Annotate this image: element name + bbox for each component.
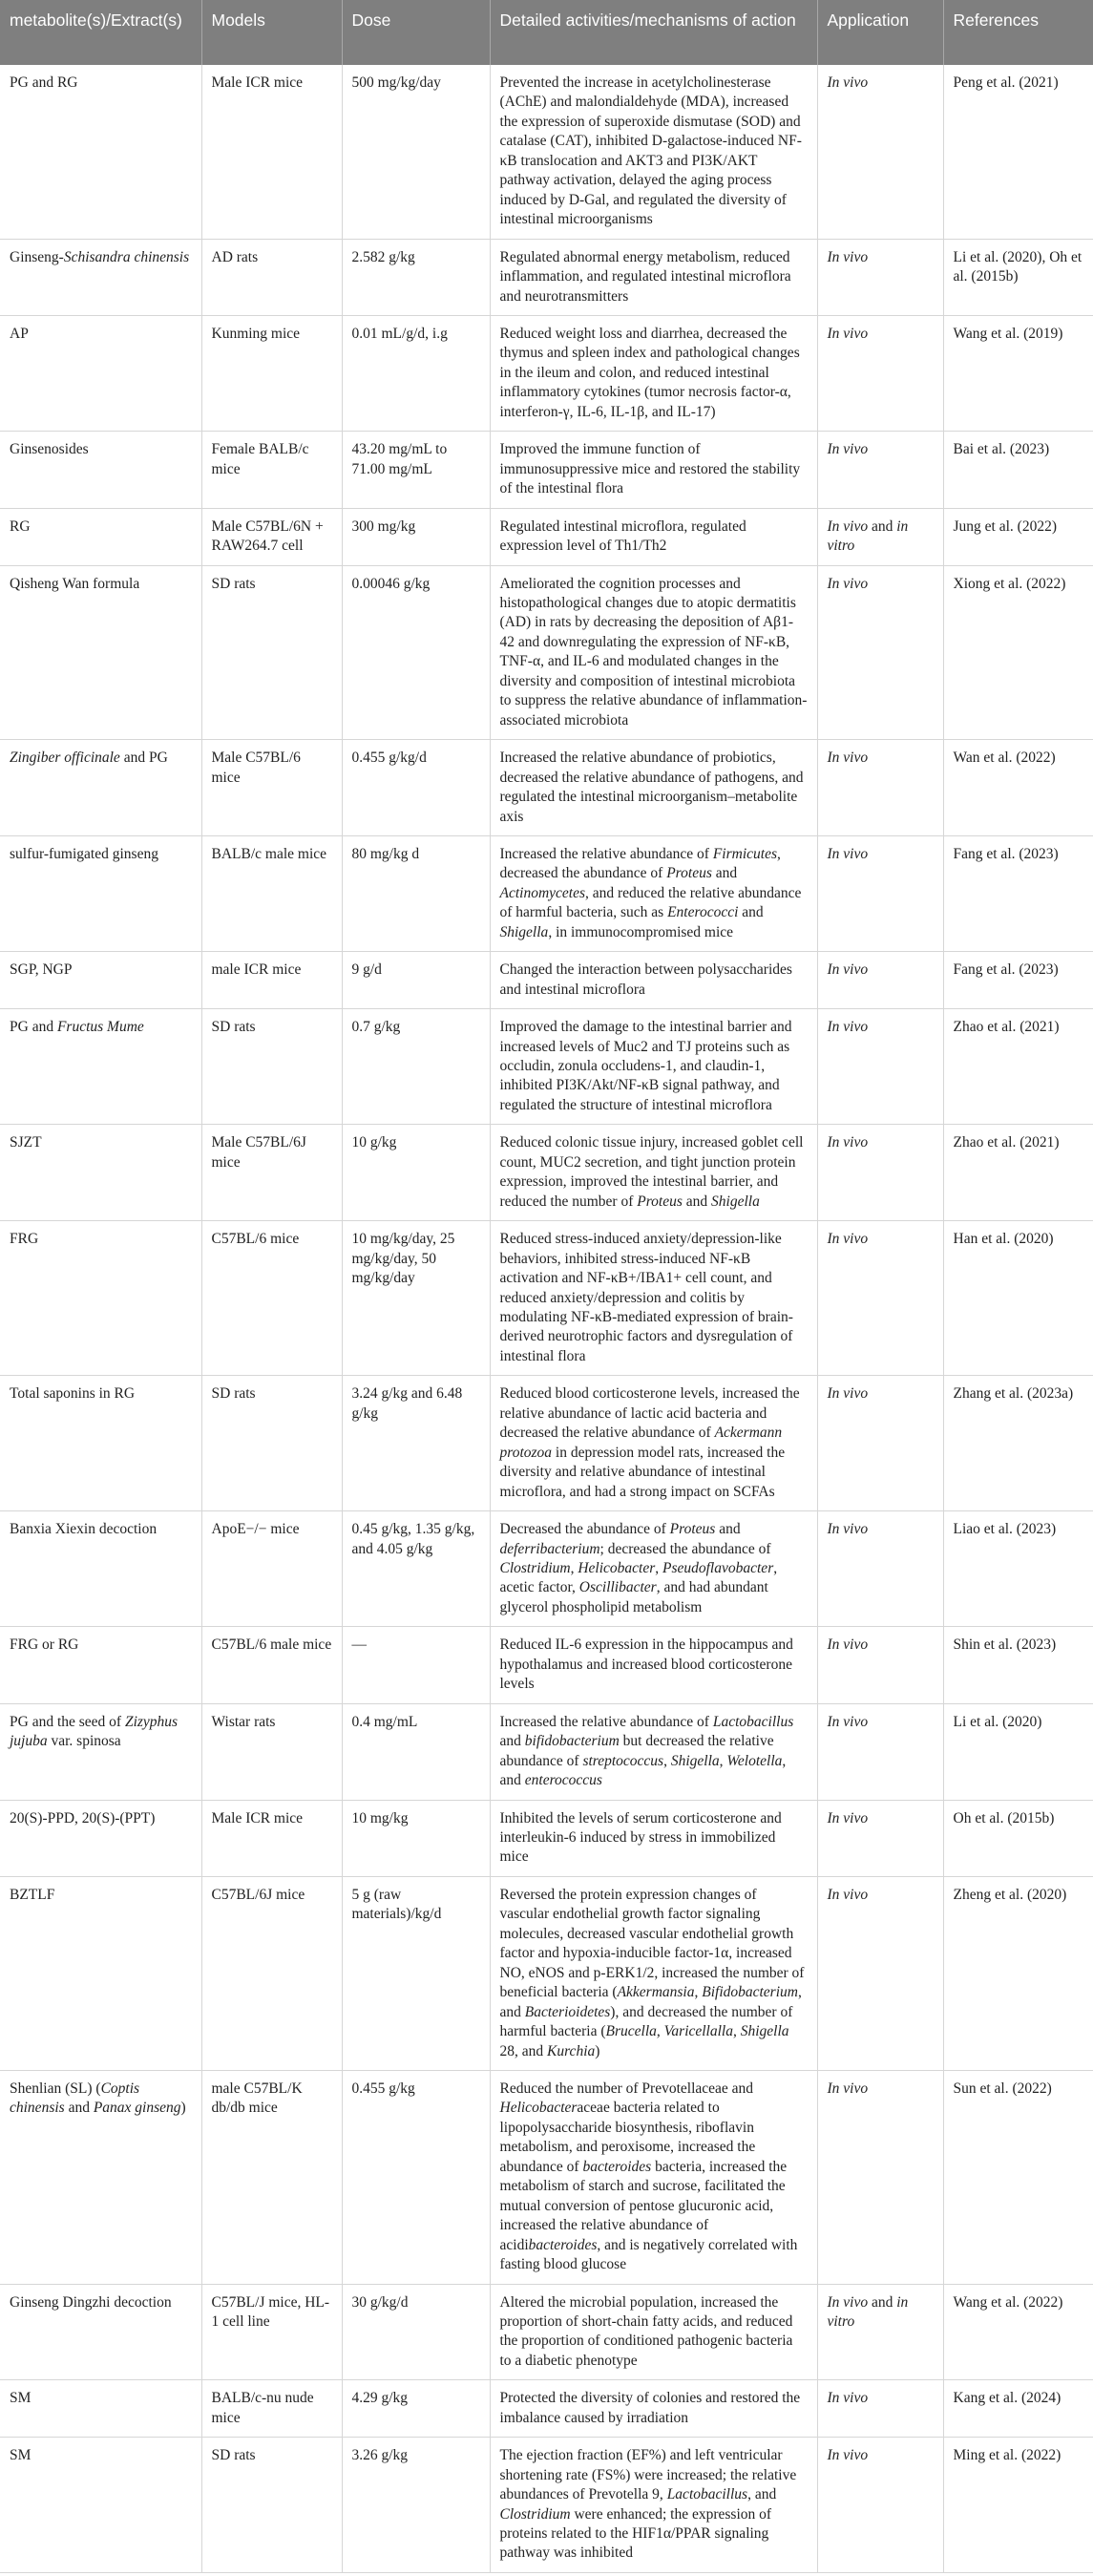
cell-application: In vivo bbox=[817, 1876, 943, 2070]
table-body bbox=[0, 65, 1093, 2572]
table-row bbox=[0, 2380, 1093, 2438]
cell-reference: Jung et al. (2022) bbox=[943, 508, 1093, 565]
cell-application: In vivo bbox=[817, 1800, 943, 1876]
cell-application: In vivo bbox=[817, 239, 943, 315]
cell-model: BALB/c-nu nude mice bbox=[201, 2380, 342, 2438]
cell-model: male ICR mice bbox=[201, 952, 342, 1009]
cell-reference: Li et al. (2020) bbox=[943, 1703, 1093, 1800]
cell-application: In vivo bbox=[817, 1703, 943, 1800]
cell-application: In vivo bbox=[817, 65, 943, 239]
cell-application: In vivo bbox=[817, 952, 943, 1009]
table-row bbox=[0, 1376, 1093, 1511]
cell-dose: 0.455 g/kg bbox=[342, 2070, 490, 2284]
cell-model: Kunming mice bbox=[201, 315, 342, 431]
cell-model: C57BL/6J mice bbox=[201, 1876, 342, 2070]
table-row bbox=[0, 952, 1093, 1009]
table-row bbox=[0, 740, 1093, 836]
cell-application: In vivo bbox=[817, 1009, 943, 1125]
cell-reference: Bai et al. (2023) bbox=[943, 432, 1093, 508]
cell-dose: 500 mg/kg/day bbox=[342, 65, 490, 239]
cell-dose: 0.7 g/kg bbox=[342, 1009, 490, 1125]
table-row bbox=[0, 1800, 1093, 1876]
cell-model: BALB/c male mice bbox=[201, 835, 342, 951]
cell-extract: PG and RG bbox=[0, 65, 201, 239]
cell-reference: Zhao et al. (2021) bbox=[943, 1009, 1093, 1125]
cell-reference: Fang et al. (2023) bbox=[943, 952, 1093, 1009]
cell-reference: Shin et al. (2023) bbox=[943, 1627, 1093, 1703]
table-row bbox=[0, 2438, 1093, 2573]
cell-application: In vivo bbox=[817, 1221, 943, 1376]
cell-application: In vivo bbox=[817, 1125, 943, 1221]
cell-application: In vivo bbox=[817, 1511, 943, 1627]
header-mechanism: Detailed activities/mechanisms of action bbox=[490, 0, 817, 65]
cell-application: In vivo bbox=[817, 315, 943, 431]
cell-reference: Liao et al. (2023) bbox=[943, 1511, 1093, 1627]
cell-dose: 5 g (raw materials)/kg/d bbox=[342, 1876, 490, 2070]
cell-model: Male ICR mice bbox=[201, 1800, 342, 1876]
table-row bbox=[0, 1009, 1093, 1125]
cell-mechanism: The ejection fraction (EF%) and left ventricular shortening rate (FS%) were increased; the relative abundances of Prevotella 9, Lactobacillus, and Clostridium were enhanced; the expression of proteins related to the HIF1α/PPAR signaling pathway was inhibited bbox=[490, 2438, 817, 2573]
cell-model: ApoE−/− mice bbox=[201, 1511, 342, 1627]
cell-model: Male C57BL/6 mice bbox=[201, 740, 342, 836]
table-row bbox=[0, 1703, 1093, 1800]
cell-reference: Oh et al. (2015b) bbox=[943, 1800, 1093, 1876]
cell-mechanism: Prevented the increase in acetylcholinesterase (AChE) and malondialdehyde (MDA), increased the expression of superoxide dismutase (SOD) and catalase (CAT), inhibited D-galactose-induced NF-κB translocation and AKT3 and PI3K/AKT pathway activation, delayed the aging process induced by D-Gal, and regulated the diversity of intestinal microorganisms bbox=[490, 65, 817, 239]
cell-extract: Shenlian (SL) (Coptis chinensis and Panax ginseng) bbox=[0, 2070, 201, 2284]
header-models: Models bbox=[201, 0, 342, 65]
cell-extract: SGP, NGP bbox=[0, 952, 201, 1009]
cell-reference: Zhao et al. (2021) bbox=[943, 1125, 1093, 1221]
cell-extract: FRG or RG bbox=[0, 1627, 201, 1703]
cell-mechanism: Reduced weight loss and diarrhea, decreased the thymus and spleen index and pathological changes in the ileum and colon, and reduced intestinal inflammatory cytokines (tumor necrosis factor-α, interferon-γ, IL-6, IL-1β, and IL-17) bbox=[490, 315, 817, 431]
cell-dose: 10 mg/kg/day, 25 mg/kg/day, 50 mg/kg/day bbox=[342, 1221, 490, 1376]
cell-application: In vivo bbox=[817, 2380, 943, 2438]
cell-extract: AP bbox=[0, 315, 201, 431]
cell-model: Female BALB/c mice bbox=[201, 432, 342, 508]
cell-application: In vivo bbox=[817, 2438, 943, 2573]
cell-extract: Ginseng Dingzhi decoction bbox=[0, 2284, 201, 2380]
cell-model: C57BL/J mice, HL-1 cell line bbox=[201, 2284, 342, 2380]
cell-reference: Zheng et al. (2020) bbox=[943, 1876, 1093, 2070]
cell-extract: Total saponins in RG bbox=[0, 1376, 201, 1511]
cell-model: Wistar rats bbox=[201, 1703, 342, 1800]
table-row bbox=[0, 508, 1093, 565]
cell-extract: RG bbox=[0, 508, 201, 565]
cell-extract: PG and the seed of Zizyphus jujuba var. spinosa bbox=[0, 1703, 201, 1800]
cell-mechanism: Inhibited the levels of serum corticosterone and interleukin-6 induced by stress in immobilized mice bbox=[490, 1800, 817, 1876]
cell-reference: Wang et al. (2019) bbox=[943, 315, 1093, 431]
cell-extract: SM bbox=[0, 2438, 201, 2573]
cell-reference: Ming et al. (2022) bbox=[943, 2438, 1093, 2573]
table-row bbox=[0, 239, 1093, 315]
cell-dose: 2.582 g/kg bbox=[342, 239, 490, 315]
cell-model: C57BL/6 male mice bbox=[201, 1627, 342, 1703]
cell-mechanism: Reversed the protein expression changes of vascular endothelial growth factor signaling molecules, decreased vascular endothelial growth factor and hypoxia-inducible factor-1α, increased NO, eNOS and p-ERK1/2, increased the number of beneficial bacteria (Akkermansia, Bifidobacterium, and Bacterioidetes), and decreased the number of harmful bacteria (Brucella, Varicellalla, Shigella 28, and Kurchia) bbox=[490, 1876, 817, 2070]
cell-mechanism: Improved the damage to the intestinal barrier and increased levels of Muc2 and TJ proteins such as occludin, zonula occludens-1, and claudin-1, inhibited PI3K/Akt/NF-κB signal pathway, and regulated the structure of intestinal microflora bbox=[490, 1009, 817, 1125]
cell-mechanism: Reduced stress-induced anxiety/depression-like behaviors, inhibited stress-induced NF-κB activation and NF-κB+/IBA1+ cell count, and reduced anxiety/depression and colitis by modulating NF-κB-mediated expression of brain-derived neurotrophic factors and dysregulation of intestinal flora bbox=[490, 1221, 817, 1376]
cell-dose: 3.24 g/kg and 6.48 g/kg bbox=[342, 1376, 490, 1511]
cell-dose: 3.26 g/kg bbox=[342, 2438, 490, 2573]
cell-extract: SM bbox=[0, 2380, 201, 2438]
cell-dose: 10 mg/kg bbox=[342, 1800, 490, 1876]
cell-mechanism: Increased the relative abundance of Firmicutes, decreased the abundance of Proteus and Actinomycetes, and reduced the relative abundance of harmful bacteria, such as Enterococci and Shigella, in immunocompromised mice bbox=[490, 835, 817, 951]
cell-model: C57BL/6 mice bbox=[201, 1221, 342, 1376]
cell-dose: 0.45 g/kg, 1.35 g/kg, and 4.05 g/kg bbox=[342, 1511, 490, 1627]
cell-extract: Qisheng Wan formula bbox=[0, 565, 201, 740]
cell-model: male C57BL/K db/db mice bbox=[201, 2070, 342, 2284]
cell-mechanism: Increased the relative abundance of probiotics, decreased the relative abundance of pathogens, and regulated the intestinal microorganism–metabolite axis bbox=[490, 740, 817, 836]
cell-mechanism: Regulated abnormal energy metabolism, reduced inflammation, and regulated intestinal microflora and neurotransmitters bbox=[490, 239, 817, 315]
cell-reference: Xiong et al. (2022) bbox=[943, 565, 1093, 740]
cell-dose: 10 g/kg bbox=[342, 1125, 490, 1221]
cell-application: In vivo and in vitro bbox=[817, 2284, 943, 2380]
table-row bbox=[0, 565, 1093, 740]
cell-dose: 30 g/kg/d bbox=[342, 2284, 490, 2380]
cell-mechanism: Reduced IL-6 expression in the hippocampus and hypothalamus and increased blood corticosterone levels bbox=[490, 1627, 817, 1703]
cell-mechanism: Regulated intestinal microflora, regulated expression level of Th1/Th2 bbox=[490, 508, 817, 565]
cell-model: Male C57BL/6N + RAW264.7 cell bbox=[201, 508, 342, 565]
cell-mechanism: Altered the microbial population, increased the proportion of short-chain fatty acids, and reduced the proportion of conditioned pathogenic bacteria to a diabetic phenotype bbox=[490, 2284, 817, 2380]
cell-mechanism: Reduced colonic tissue injury, increased goblet cell count, MUC2 secretion, and tight junction protein expression, improved the intestinal barrier, and reduced the number of Proteus and Shigella bbox=[490, 1125, 817, 1221]
cell-application: In vivo bbox=[817, 835, 943, 951]
table-row bbox=[0, 315, 1093, 431]
cell-reference: Kang et al. (2024) bbox=[943, 2380, 1093, 2438]
cell-dose: 0.00046 g/kg bbox=[342, 565, 490, 740]
table-header bbox=[0, 0, 1093, 65]
cell-mechanism: Protected the diversity of colonies and restored the imbalance caused by irradiation bbox=[490, 2380, 817, 2438]
cell-reference: Sun et al. (2022) bbox=[943, 2070, 1093, 2284]
cell-reference: Li et al. (2020), Oh et al. (2015b) bbox=[943, 239, 1093, 315]
cell-dose: 43.20 mg/mL to 71.00 mg/mL bbox=[342, 432, 490, 508]
cell-extract: Ginseng-Schisandra chinensis bbox=[0, 239, 201, 315]
cell-reference: Fang et al. (2023) bbox=[943, 835, 1093, 951]
cell-reference: Wan et al. (2022) bbox=[943, 740, 1093, 836]
table-row bbox=[0, 2070, 1093, 2284]
cell-extract: Ginsenosides bbox=[0, 432, 201, 508]
table-row bbox=[0, 432, 1093, 508]
cell-mechanism: Reduced blood corticosterone levels, increased the relative abundance of lactic acid bacteria and decreased the relative abundance of Ackermann protozoa in depression model rats, increased the diversity and relative abundance of intestinal microflora, and had a strong impact on SCFAs bbox=[490, 1376, 817, 1511]
table-row bbox=[0, 65, 1093, 239]
cell-application: In vivo bbox=[817, 565, 943, 740]
cell-model: AD rats bbox=[201, 239, 342, 315]
cell-application: In vivo bbox=[817, 1627, 943, 1703]
header-application: Application bbox=[817, 0, 943, 65]
cell-reference: Peng et al. (2021) bbox=[943, 65, 1093, 239]
header-extract: metabolite(s)/Extract(s) bbox=[0, 0, 201, 65]
cell-extract: PG and Fructus Mume bbox=[0, 1009, 201, 1125]
cell-extract: SJZT bbox=[0, 1125, 201, 1221]
table-row bbox=[0, 835, 1093, 951]
table-row bbox=[0, 2284, 1093, 2380]
table-row bbox=[0, 1876, 1093, 2070]
cell-extract: 20(S)-PPD, 20(S)-(PPT) bbox=[0, 1800, 201, 1876]
cell-dose: 80 mg/kg d bbox=[342, 835, 490, 951]
cell-mechanism: Reduced the number of Prevotellaceae and Helicobacteraceae bacteria related to lipopolysaccharide biosynthesis, riboflavin metabolism, and peroxisome, increased the abundance of bacteroides bacteria, increased the metabolism of starch and sucrose, facilitated the mutual conversion of pentose glucuronic acid, increased the relative abundance of acidibacteroides, and is negatively correlated with fasting blood glucose bbox=[490, 2070, 817, 2284]
table-row bbox=[0, 1221, 1093, 1376]
cell-model: SD rats bbox=[201, 1009, 342, 1125]
cell-application: In vivo and in vitro bbox=[817, 508, 943, 565]
table-row bbox=[0, 1511, 1093, 1627]
cell-mechanism: Increased the relative abundance of Lactobacillus and bifidobacterium but decreased the relative abundance of streptococcus, Shigella, Welotella, and enterococcus bbox=[490, 1703, 817, 1800]
table-row bbox=[0, 1627, 1093, 1703]
cell-dose: 0.455 g/kg/d bbox=[342, 740, 490, 836]
cell-application: In vivo bbox=[817, 1376, 943, 1511]
cell-mechanism: Changed the interaction between polysaccharides and intestinal microflora bbox=[490, 952, 817, 1009]
cell-dose: — bbox=[342, 1627, 490, 1703]
cell-extract: BZTLF bbox=[0, 1876, 201, 2070]
cell-model: Male C57BL/6J mice bbox=[201, 1125, 342, 1221]
cell-application: In vivo bbox=[817, 2070, 943, 2284]
cell-dose: 300 mg/kg bbox=[342, 508, 490, 565]
cell-application: In vivo bbox=[817, 432, 943, 508]
cell-mechanism: Ameliorated the cognition processes and histopathological changes due to atopic dermatitis (AD) in rats by decreasing the deposition of Aβ1-42 and downregulating the expression of NF-κB, TNF-α, and IL-6 and modulated changes in the diversity and composition of intestinal microbiota to suppress the relative abundance of inflammation-associated microbiota bbox=[490, 565, 817, 740]
cell-extract: Banxia Xiexin decoction bbox=[0, 1511, 201, 1627]
table-row bbox=[0, 1125, 1093, 1221]
cell-model: Male ICR mice bbox=[201, 65, 342, 239]
cell-application: In vivo bbox=[817, 740, 943, 836]
cell-dose: 0.4 mg/mL bbox=[342, 1703, 490, 1800]
cell-reference: Han et al. (2020) bbox=[943, 1221, 1093, 1376]
header-references: References bbox=[943, 0, 1093, 65]
cell-reference: Zhang et al. (2023a) bbox=[943, 1376, 1093, 1511]
header-row bbox=[0, 0, 1093, 65]
cell-extract: FRG bbox=[0, 1221, 201, 1376]
cell-mechanism: Improved the immune function of immunosuppressive mice and restored the stability of the intestinal flora bbox=[490, 432, 817, 508]
cell-reference: Wang et al. (2022) bbox=[943, 2284, 1093, 2380]
cell-model: SD rats bbox=[201, 1376, 342, 1511]
cell-model: SD rats bbox=[201, 2438, 342, 2573]
cell-extract: Zingiber officinale and PG bbox=[0, 740, 201, 836]
header-dose: Dose bbox=[342, 0, 490, 65]
cell-extract: sulfur-fumigated ginseng bbox=[0, 835, 201, 951]
cell-mechanism: Decreased the abundance of Proteus and deferribacterium; decreased the abundance of Clostridium, Helicobacter, Pseudoflavobacter, acetic factor, Oscillibacter, and had abundant glycerol phospholipid metabolism bbox=[490, 1511, 817, 1627]
cell-dose: 0.01 mL/g/d, i.g bbox=[342, 315, 490, 431]
cell-model: SD rats bbox=[201, 565, 342, 740]
cell-dose: 4.29 g/kg bbox=[342, 2380, 490, 2438]
cell-dose: 9 g/d bbox=[342, 952, 490, 1009]
